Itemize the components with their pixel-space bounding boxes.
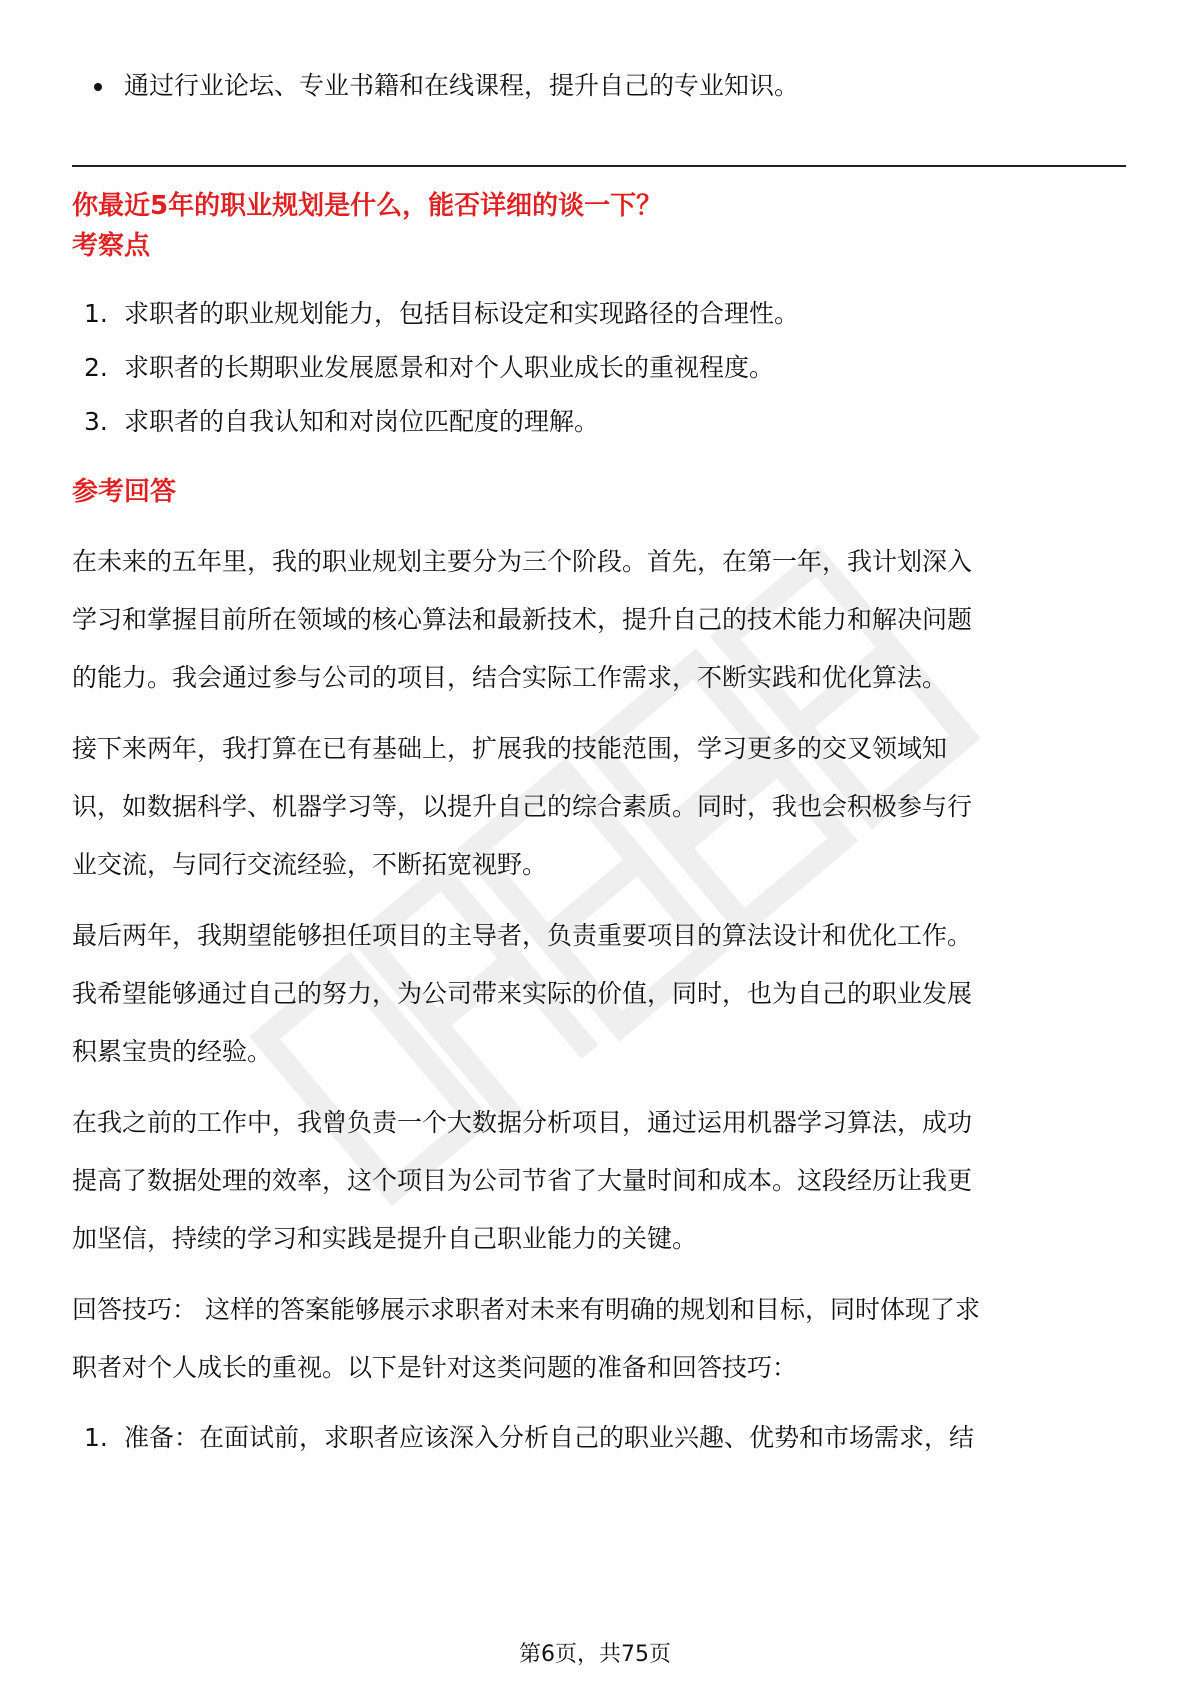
page-footer: 第6页，共75页 — [519, 1642, 671, 1667]
question-title: 你最近5年的职业规划是什么，能否详细的谈一下？ — [72, 191, 663, 221]
paragraph-line: 学习和掌握目前所在领域的核心算法和最新技术，提升自己的技术能力和解决问题 — [72, 605, 973, 634]
paragraph-line: 在我之前的工作中，我曾负责一个大数据分析项目，通过运用机器学习算法，成功 — [72, 1108, 973, 1137]
list-text: 求职者的自我认知和对岗位匹配度的理解。 — [124, 407, 600, 436]
bullet-dot-icon — [94, 83, 102, 91]
answer-paragraph — [72, 533, 1132, 707]
exam-points-heading: 考察点 — [72, 231, 151, 261]
paragraph-line: 职者对个人成长的重视。以下是针对这类问题的准备和回答技巧： — [72, 1353, 798, 1382]
reference-answer-heading: 参考回答 — [72, 477, 177, 507]
tip-item — [84, 1418, 974, 1458]
paragraph-line: 加坚信，持续的学习和实践是提升自己职业能力的关键。 — [72, 1224, 698, 1253]
list-number: 3. — [84, 407, 108, 436]
paragraph-line: 回答技巧： 这样的答案能够展示求职者对未来有明确的规划和目标，同时体现了求 — [72, 1295, 980, 1324]
paragraph-line: 的能力。我会通过参与公司的项目，结合实际工作需求，不断实践和优化算法。 — [72, 663, 948, 692]
exam-point-item — [84, 402, 599, 442]
paragraph-line: 积累宝贵的经验。 — [72, 1037, 273, 1066]
section-divider — [72, 165, 1126, 167]
list-number: 1. — [84, 299, 108, 328]
list-text: 求职者的长期职业发展愿景和对个人职业成长的重视程度。 — [124, 353, 775, 382]
answer-tips-paragraph — [72, 1281, 1132, 1397]
exam-point-item — [84, 348, 774, 388]
paragraph-line: 提高了数据处理的效率，这个项目为公司节省了大量时间和成本。这段经历让我更 — [72, 1166, 973, 1195]
paragraph-line: 接下来两年，我打算在已有基础上，扩展我的技能范围，学习更多的交叉领域知 — [72, 734, 948, 763]
answer-paragraph — [72, 1094, 1132, 1268]
bullet-item — [96, 66, 799, 106]
answer-paragraph — [72, 720, 1132, 894]
list-text: 准备：在面试前，求职者应该深入分析自己的职业兴趣、优势和市场需求，结 — [124, 1423, 975, 1452]
paragraph-line: 识，如数据科学、机器学习等，以提升自己的综合素质。同时，我也会积极参与行 — [72, 792, 973, 821]
paragraph-line: 在未来的五年里，我的职业规划主要分为三个阶段。首先，在第一年，我计划深入 — [72, 547, 973, 576]
paragraph-line: 业交流，与同行交流经验，不断拓宽视野。 — [72, 850, 548, 879]
bullet-text: 通过行业论坛、专业书籍和在线课程，提升自己的专业知识。 — [124, 71, 800, 100]
list-number: 2. — [84, 353, 108, 382]
paragraph-line: 最后两年，我期望能够担任项目的主导者，负责重要项目的算法设计和优化工作。 — [72, 921, 973, 950]
answer-paragraph — [72, 907, 1132, 1081]
list-text: 求职者的职业规划能力，包括目标设定和实现路径的合理性。 — [124, 299, 800, 328]
paragraph-line: 我希望能够通过自己的努力，为公司带来实际的价值，同时，也为自己的职业发展 — [72, 979, 973, 1008]
exam-point-item — [84, 294, 799, 334]
list-number: 1. — [84, 1423, 108, 1452]
